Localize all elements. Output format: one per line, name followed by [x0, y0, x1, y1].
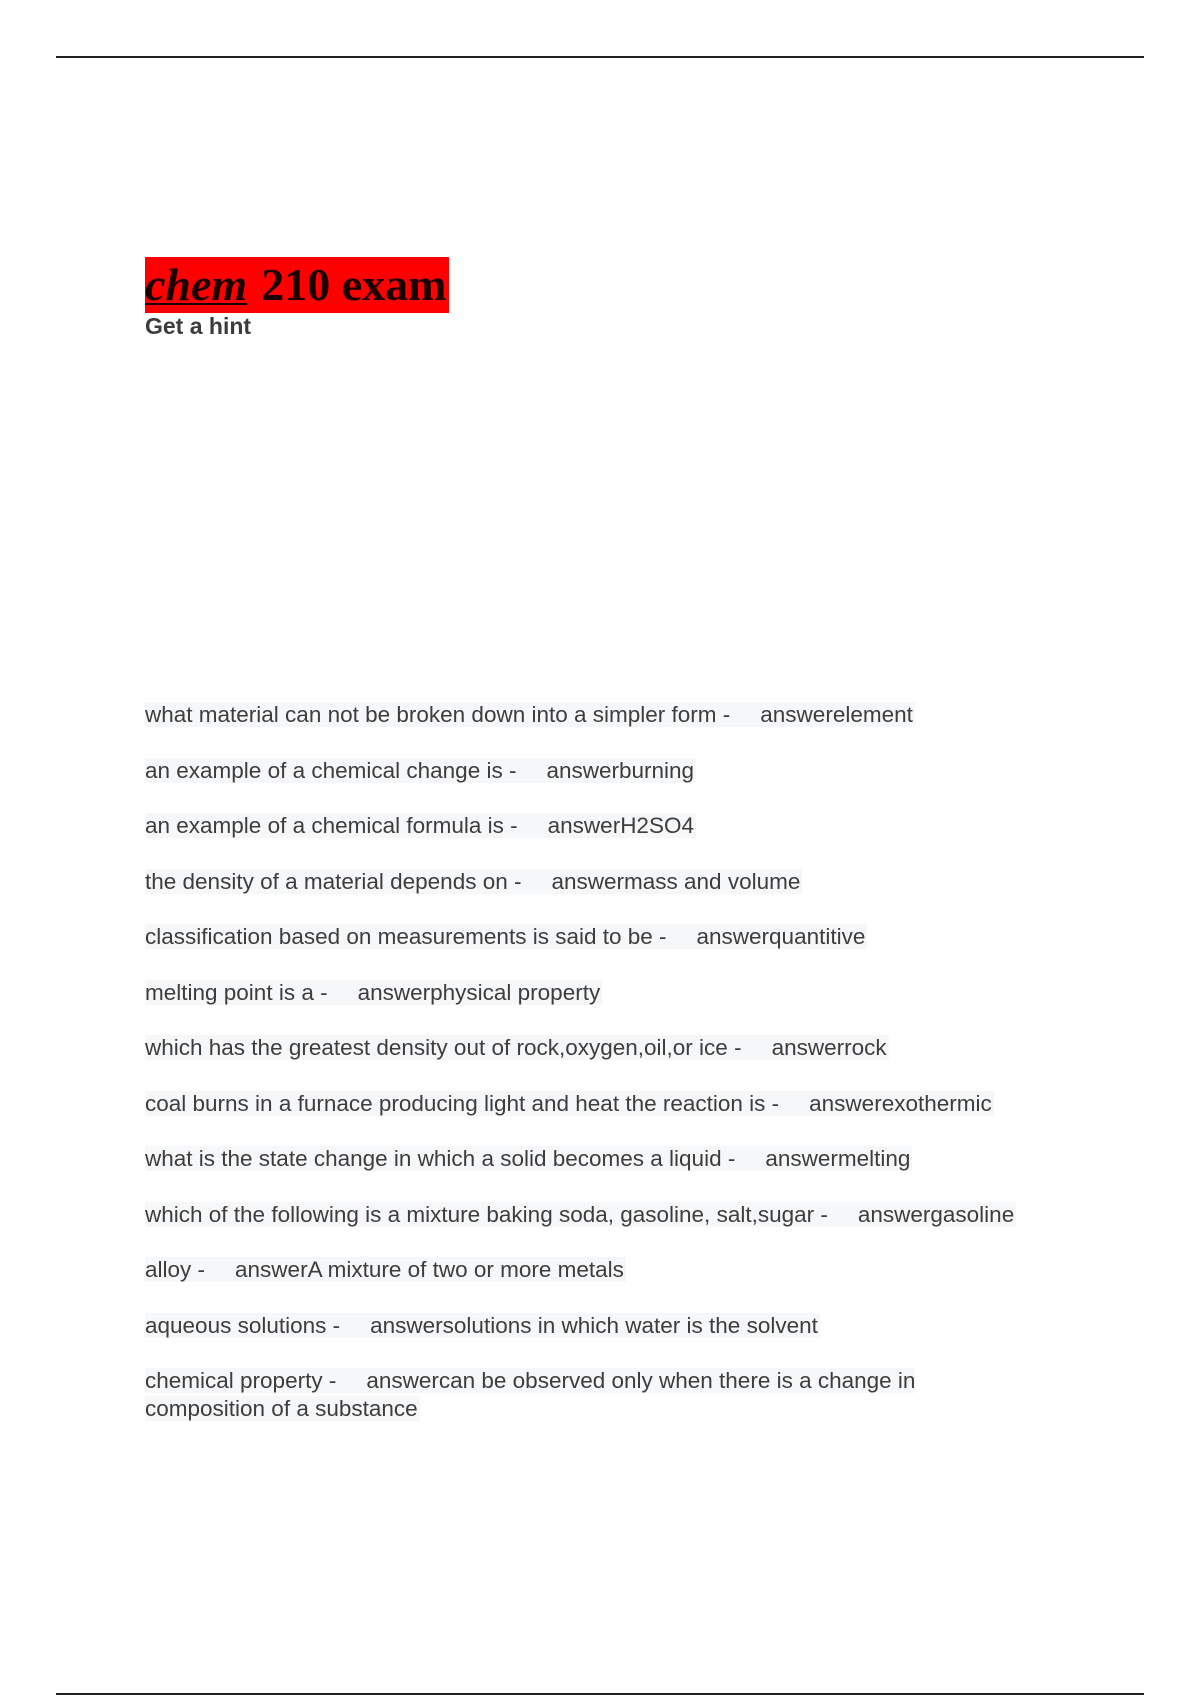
- question-text: what material can not be broken down into a simpler form -: [145, 702, 731, 727]
- list-item: [145, 757, 1105, 785]
- list-item: [145, 1034, 1105, 1062]
- question-text: aqueous solutions -: [145, 1312, 341, 1338]
- question-text: which has the greatest density out of rock,oxygen,oil,or ice -: [145, 1035, 742, 1060]
- answer-text: answermelting: [765, 1146, 911, 1171]
- answer-text: answermass and volume: [551, 868, 801, 894]
- list-item: [145, 701, 1105, 729]
- answer-text: answerexothermic: [809, 1090, 992, 1116]
- list-item: [145, 1145, 1105, 1173]
- question-text: chemical property -: [145, 1368, 337, 1393]
- answer-text: answercan be observed only when there is a change in composition of a substance: [145, 1368, 916, 1421]
- list-item: [145, 1312, 1105, 1340]
- list-item: [145, 812, 1105, 840]
- answer-text: answerphysical property: [357, 979, 601, 1005]
- question-text: melting point is a -: [145, 979, 328, 1005]
- get-hint-link[interactable]: Get a hint: [145, 313, 252, 339]
- list-item: [145, 923, 1105, 951]
- document-title: [145, 257, 449, 313]
- question-text: alloy -: [145, 1257, 206, 1282]
- title-word-chem: chem: [145, 259, 248, 310]
- answer-text: answerquantitive: [696, 924, 866, 949]
- list-item: [145, 1256, 1105, 1284]
- list-item: [145, 1201, 1105, 1229]
- answer-text: answergasoline: [857, 1201, 1015, 1227]
- question-text: what is the state change in which a solid becomes a liquid -: [145, 1146, 736, 1171]
- title-course-exam: 210 exam: [261, 259, 447, 310]
- question-text: coal burns in a furnace producing light and heat the reaction is -: [145, 1090, 780, 1116]
- answer-text: answersolutions in which water is the solvent: [370, 1312, 818, 1338]
- question-answer-list: [145, 701, 1105, 1451]
- question-text: an example of a chemical change is -: [145, 757, 517, 783]
- answer-text: answerburning: [546, 757, 695, 783]
- question-text: an example of a chemical formula is -: [145, 813, 518, 838]
- list-item: [145, 1367, 985, 1423]
- answer-text: answerrock: [771, 1035, 887, 1060]
- question-text: which of the following is a mixture baking soda, gasoline, salt,sugar -: [145, 1201, 828, 1227]
- question-text: the density of a material depends on -: [145, 868, 522, 894]
- list-item: [145, 1090, 1105, 1118]
- answer-text: answerA mixture of two or more metals: [235, 1257, 624, 1282]
- list-item: [145, 979, 1105, 1007]
- answer-text: answerelement: [760, 702, 913, 727]
- bottom-divider: [56, 1693, 1144, 1695]
- top-divider: [56, 56, 1144, 58]
- list-item: [145, 868, 1105, 896]
- answer-text: answerH2SO4: [547, 813, 694, 838]
- question-text: classification based on measurements is said to be -: [145, 924, 667, 949]
